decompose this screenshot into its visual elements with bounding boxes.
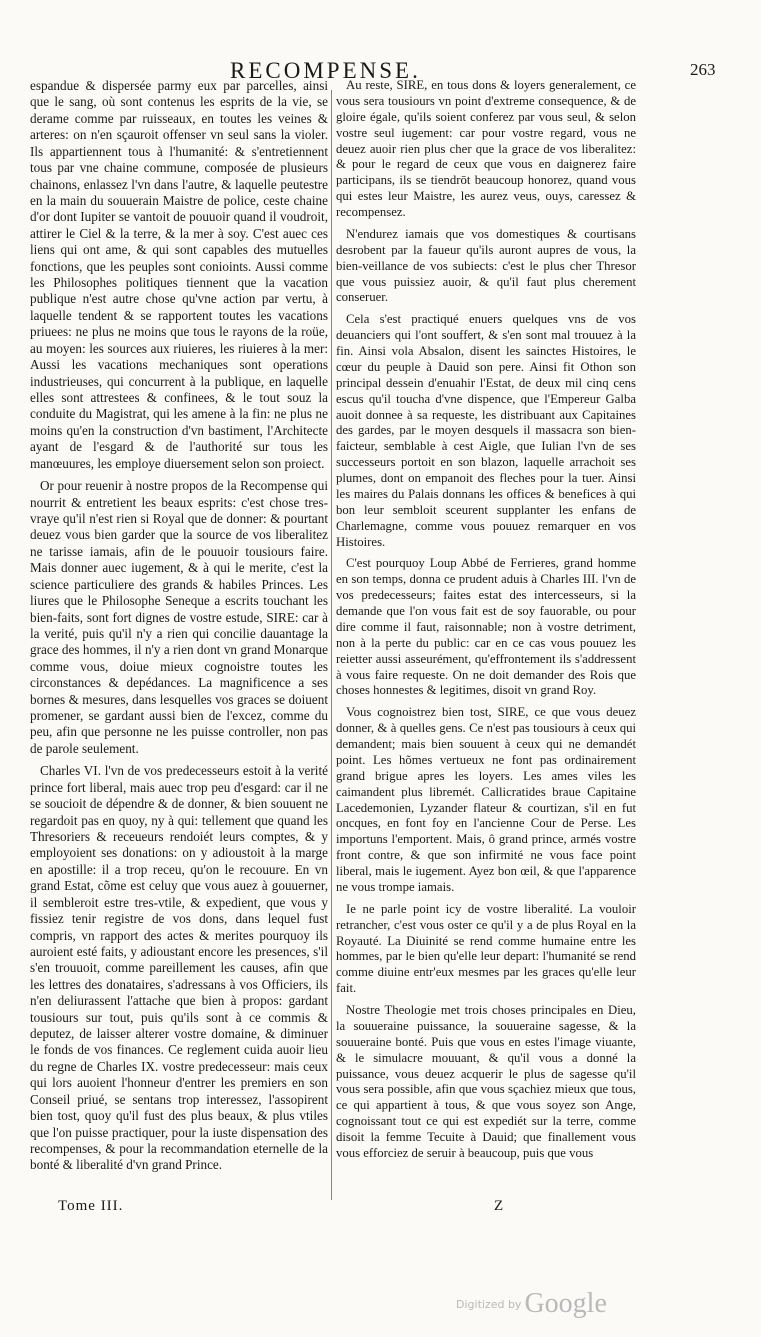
paragraph: Nostre Theologie met trois choses principales en Dieu, la souueraine puissance, la souueraine sagesse, & la souueraine bonté. Puis que vous en estes l'image viuante, & le simulacre mouuant, & qu'il vous a donné la puissance, vous deuez acquerir le plus de sagesse qu'il vous sera possible, afin que vous sçachiez mieux que tous, ce qui appartient à tous, & que vous soyez son Ange, cognoissant tout ce qui est expediét sur la terre, comme disoit la femme Tecuite à Dauid; que finallement vous vous efforciez de seruir à beaucoup, puis que vous [336, 1003, 636, 1160]
paragraph: Cela s'est practiqué enuers quelques vns de vos deuanciers qui l'ont souffert, & s'en sont mal trouuez à la fin. Ainsi vola Absalon, disent les sainctes Histoires, le cœur du peuple à Dauid son pere. Ainsi fit Othon son principal dessein d'enuahir l'Estat, de deux mil cinq cens escus qu'il toucha d'vne dispence, que l'Empereur Galba auoit donnee à sa requeste, les distribuant aux Capitaines des gardes, par le moyen desquels il massacra son bien-faicteur, semblable à cest Aigle, que Iulian l'vn de ses successeurs portoit en son blazon, laquelle arrachoit ses plumes, dont on empanoit des fleches pour la tuer. Ainsi les maires du Palais donnans les offices & benefices à qui bon leur sembloit sceurent supplanter les enfans de Charlemagne, comme vous pouuez remarquer en vos Histoires. [336, 312, 636, 549]
paragraph: Charles VI. l'vn de vos predecesseurs estoit à la verité prince fort liberal, mais auec trop peu d'esgard: car il ne se soucioit de dépendre & de donner, & bien souuent ne regardoit pas en quoy, ny à qui: tellement que quand les Thresoriers & receueurs rendoiét leurs comptes, & y employoient ses donations: on y adioustoit à la marge en apostille: il a trop receu, qu'on le recouure. En vn grand Estat, cõme est celuy que vous auez à gouuerner, il sembleroit estre tres-vtile, & expedient, que vous y fissiez tenir registre de vos dons, dans lequel fust compris, vn rapport des actes & merites pourquoy ils auroient esté faits, y adioustant encore les presences, s'il s'en trouuoit, comme pareillement les causes, afin que les lettres des donataires, s'adressans à vos Officiers, ils n'en deliurassent l'attache que bien à propos: gardant tousiours sur tout, puis qu'ils sont à ce commis & deputez, de laisser alterer vostre domaine, & diminuer le fonds de vos finances. Ce reglement cuida auoir lieu du regne de Charles IX. vostre predecesseur: mais ceux qui lors auoient l'honneur d'entrer les premiers en son Conseil priué, se sentans trop interessez, l'assopirent bien tost, quoy qu'il fust des plus beaux, & plus vtiles que l'on puisse practiquer, pour la iuste dispensation des recompenses, & pour la recommandation eternelle de la bonté & liberalité d'vn grand Prince. [30, 763, 328, 1173]
google-logo: Google [524, 1288, 607, 1319]
watermark-prefix: Digitized by [456, 1298, 522, 1311]
paragraph: Vous cognoistrez bien tost, SIRE, ce que vous deuez donner, & à quelles gens. Ce n'est pas tousiours à ceux qui demandent; mais bien souuent à ceux qui ne demandét point. Les hõmes vertueux ne font pas ordinairement grand brigue apres les loyers. Les ames viles les caimandent plus libremét. Callicratides braue Capitaine Lacedemonien, Lyzander flateur & courtizan, s'il en fut oncques, en font foy en l'ancienne Cour de Perse. Les importuns l'emportent. Mais, ô grand prince, armés vostre front contre, & que son infirmité ne vous face point liberal, mais le iugement. Ayez bon œil, & que l'apparence ne vous trompe iamais. [336, 705, 636, 894]
digitized-watermark [456, 1288, 607, 1320]
page-number: 263 [690, 60, 716, 79]
right-column [336, 78, 636, 1168]
left-column [30, 78, 328, 1180]
paragraph: Au reste, SIRE, en tous dons & loyers generalement, ce vous sera tousiours vn point d'extreme consequence, & de gloire égale, qu'ils soient conferez par vous seul, & selon vostre seul iugement: car pour vostre regard, vous ne deuez auoir rien plus cher que la grace de vos liberalitez: & pour le regard de ceux que vous en daignerez faire participans, ils se tiendrōt beaucoup honorez, quand vous qui estes leur Maistre, les aurez veus, ouys, caressez & recompensez. [336, 78, 636, 219]
paragraph: C'est pourquoy Loup Abbé de Ferrieres, grand homme en son temps, donna ce prudent aduis à Charles III. l'vn de vos predecesseurs; faites estat des intercesseurs, si la demande que l'on vous fait est de soy fauorable, ou pour dire comme il faut, raisonnable; non à vostre detriment, non à la perte du public: car en ce cas vous pouuez les reietter aussi asseurément, qu'effrontement ils s'addressent à vous faire requeste. On ne doit demander des Rois que choses honnestes & legitimes, disoit vn grand Roy. [336, 556, 636, 698]
running-title: RECOMPENSE. [230, 58, 421, 83]
volume-label: Tome III. [58, 1198, 124, 1214]
paragraph: Ie ne parle point icy de vostre liberalité. La vouloir retrancher, c'est vous oster ce qu'il y a de plus Royal en la Royauté. La Diuinité se rend comme humaine entre les hommes, par le bien qu'elle leur depart: l'humanité se rend comme diuine entr'eux mesmes par les graces qu'elle leur fait. [336, 901, 636, 996]
signature-mark: Z [494, 1198, 504, 1214]
paragraph: Or pour reuenir à nostre propos de la Recompense qui nourrit & entretient les beaux esprits: c'est chose tres-vraye qu'il n'est rien si Royal que de donner: & pourtant deuez vous bien garder que la source de vos liberalitez ne tarisse iamais, afin de le pouuoir tousiours faire. Mais donner auec iugement, & à qui le merite, c'est la science particuliere des grands & habiles Princes. Les liures que le Philosophe Seneque a escrits touchant les bien-faits, sont fort dignes de vostre estude, SIRE: car à la verité, puis qu'il n'y a rien qui concilie dauantage la grace des hommes, il n'y a rien dont vn grand Monarque comme vous, doiue mieux cognoistre toutes les circonstances & depédances. La magnificence a ses bornes & mesures, dans lesquelles vos graces se doiuent promener, se gardant aussi bien de l'excez, comme du peu, afin que personne ne les puisse controller, non pas de parole seulement. [30, 478, 328, 756]
column-divider [331, 90, 332, 1200]
paragraph: espandue & dispersée parmy eux par parcelles, ainsi que le sang, où sont contenus les esprits de la vie, se derame comme par ruisseaux, en toutes les veines & arteres: on n'en sçauroit offenser vn seul sans la violer. Ils appartiennent tous à l'humanité: & s'entretiennent tous par vne chaine commune, composée de plusieurs chainons, enlassez l'vn dans l'autre, & laquelle peutestre en la main du souuerain Maistre de police, ceste chaine d'or dont Iupiter se vantoit de pouuoir quand il voudroit, attirer le Ciel & la terre, & la mer à soy. C'est auec ces liens qui ont ame, & qui sont capables des mutuelles fonctions, que les peuples sont conioints. Aussi comme les Philosophes politiques tiennent que la vacation publique n'est autre chose qu'vne action par vertu, à laquelle tendent & se rapportent toutes les vacations priuees: ne plus ne moins que tous le rayons de la roüe, au moyen: les sources aux riuieres, les riuieres à la mer: Aussi les vacations mechaniques sont operations industrieuses, qui concurrent à la publique, en laquelle elles sont attrestees & confinees, & le tout souz la conduite du Magistrat, qui les amene à la fin: ne plus ne moins qu'en la construction d'vn bastiment, l'Architecte ayant de l'esgard & de l'authorité sur tous les manœuures, les employe diuersement selon son proiect. [30, 78, 328, 471]
paragraph: N'endurez iamais que vos domestiques & courtisans desrobent par la faueur qu'ils auront aupres de vous, la bien-veillance de vos subiects: c'est le plus cher Thresor que vous puissiez auoir, & qu'il faut plus cherement conseruer. [336, 226, 636, 305]
